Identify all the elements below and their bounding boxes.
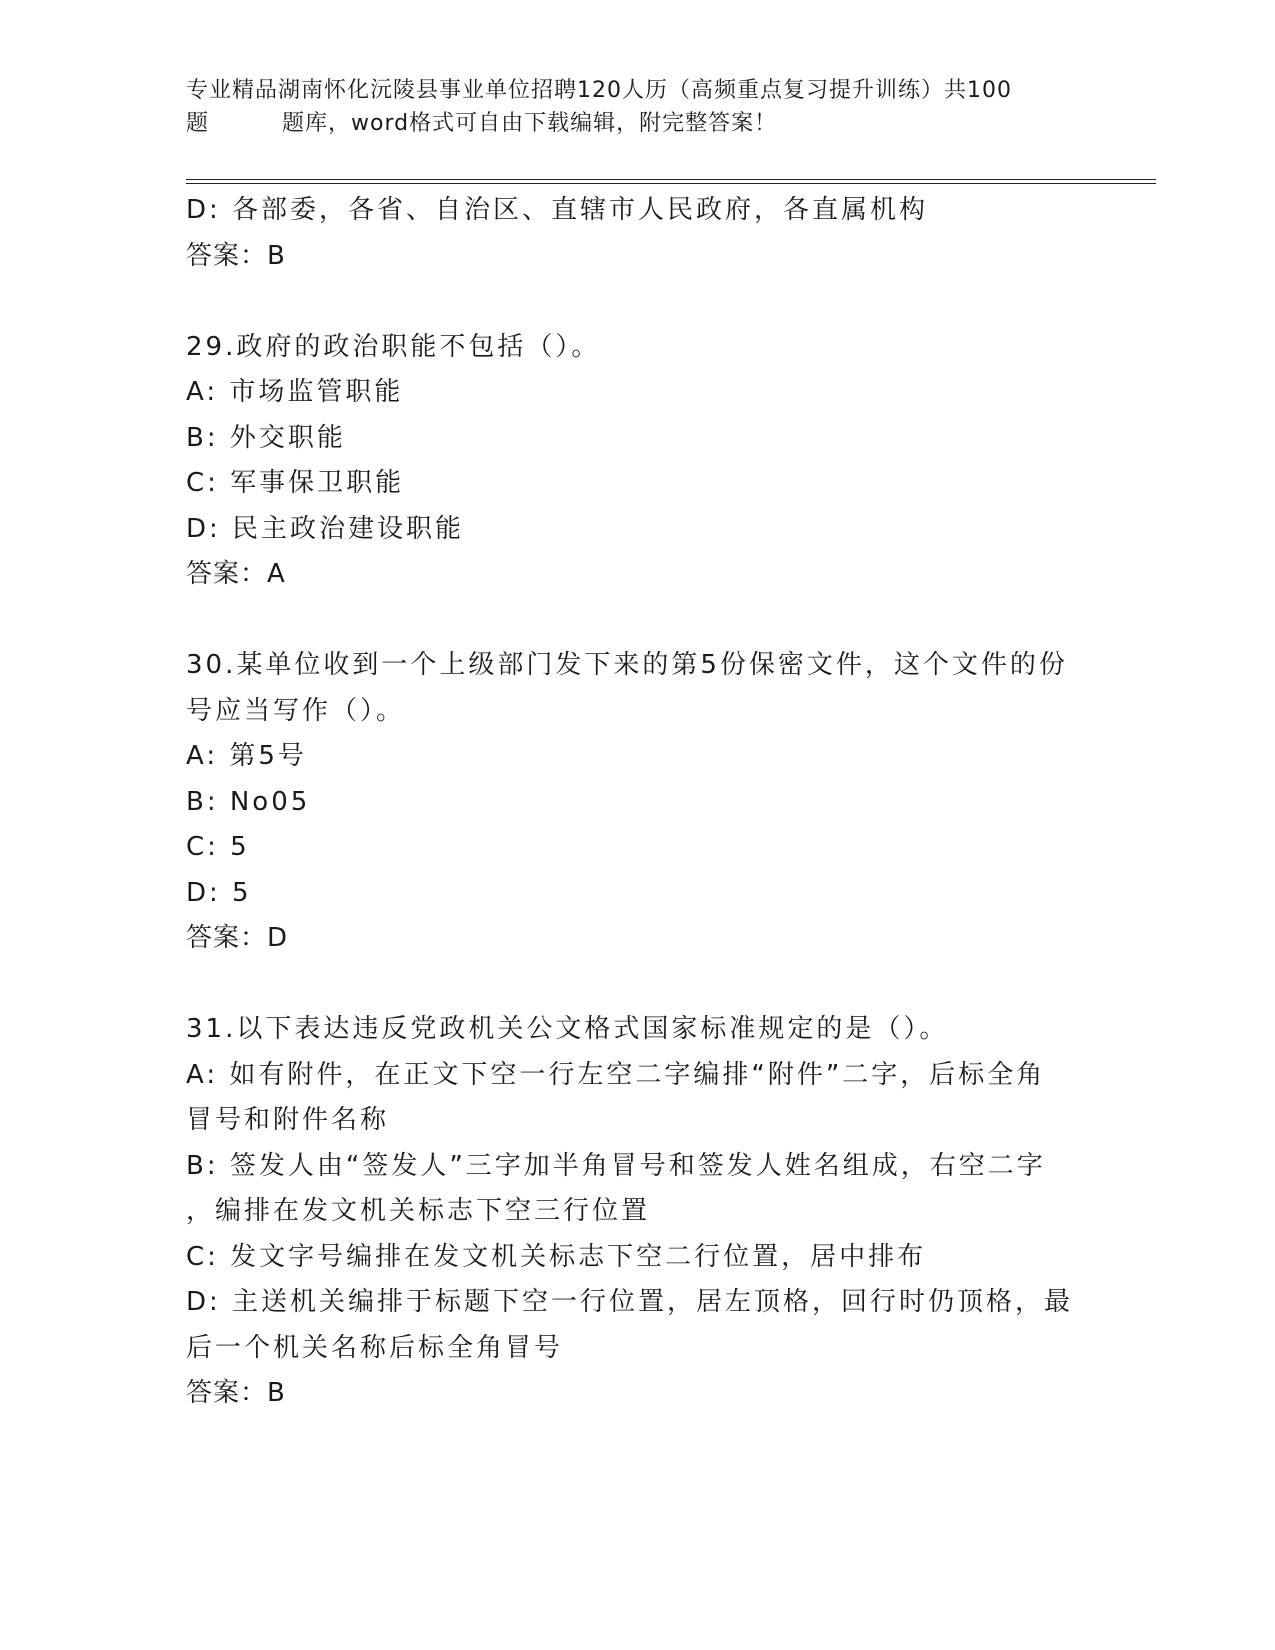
question-stem: 号应当写作（）。 [186,695,406,726]
page-header [186,74,1086,140]
answer-label: 答案：B [186,1378,286,1408]
question-option: D: 5 [186,877,252,908]
spacer [186,279,1086,325]
header-title-line2-rest: 题库，word格式可自由下载编辑，附完整答案！ [282,111,778,136]
question-option: A: 市场监管职能 [186,377,404,407]
header-title-line1: 专业精品湖南怀化沅陵县事业单位招聘120人历（高频重点复习提升训练）共100 [186,78,1012,103]
question-option: D: 主送机关编排于标题下空一行位置，居左顶格，回行时仍顶格，最 [186,1287,1074,1317]
answer-label: 答案：A [186,559,286,589]
spacer [186,598,1086,644]
header-title-line2 [186,107,1086,140]
question-option: A: 如有附件，在正文下空一行左空二字编排“附件”二字，后标全角 [186,1059,1046,1090]
question-option: 后一个机关名称后标全角冒号 [186,1332,564,1363]
header-divider-top [186,179,1156,180]
question-option: D: 民主政治建设职能 [186,513,465,544]
question-stem: 30.某单位收到一个上级部门发下来的第5份保密文件，这个文件的份 [186,650,1068,680]
answer-label: 答案：B [186,240,286,271]
question-option: B: 外交职能 [186,422,346,453]
header-divider-bottom [186,183,1156,184]
question-option: C: 5 [186,832,250,862]
question-content [186,188,1086,1417]
question-option: C: 军事保卫职能 [186,468,405,498]
question-option: C: 发文字号编排在发文机关标志下空二行位置，居中排布 [186,1241,927,1272]
question-block [186,1007,1086,1417]
question-option: A: 第5号 [186,741,307,771]
question-stem: 29.政府的政治职能不包括（）。 [186,331,601,362]
question-stem: 31.以下表达违反党政机关公文格式国家标准规定的是（）。 [186,1014,949,1044]
question-option: D: 各部委，各省、自治区、直辖市人民政府，各直属机构 [186,195,929,225]
question-option: B: 签发人由“签发人”三字加半角冒号和签发人姓名组成，右空二字 [186,1150,1046,1181]
answer-label: 答案：D [186,923,289,953]
question-block [186,325,1086,598]
header-title-line2-lead: 题 [186,111,210,136]
question-option: ，编排在发文机关标志下空三行位置 [186,1196,651,1226]
spacer [186,962,1086,1008]
question-option: B: No05 [186,786,311,817]
question-block [186,643,1086,962]
question-option: 冒号和附件名称 [186,1105,390,1135]
